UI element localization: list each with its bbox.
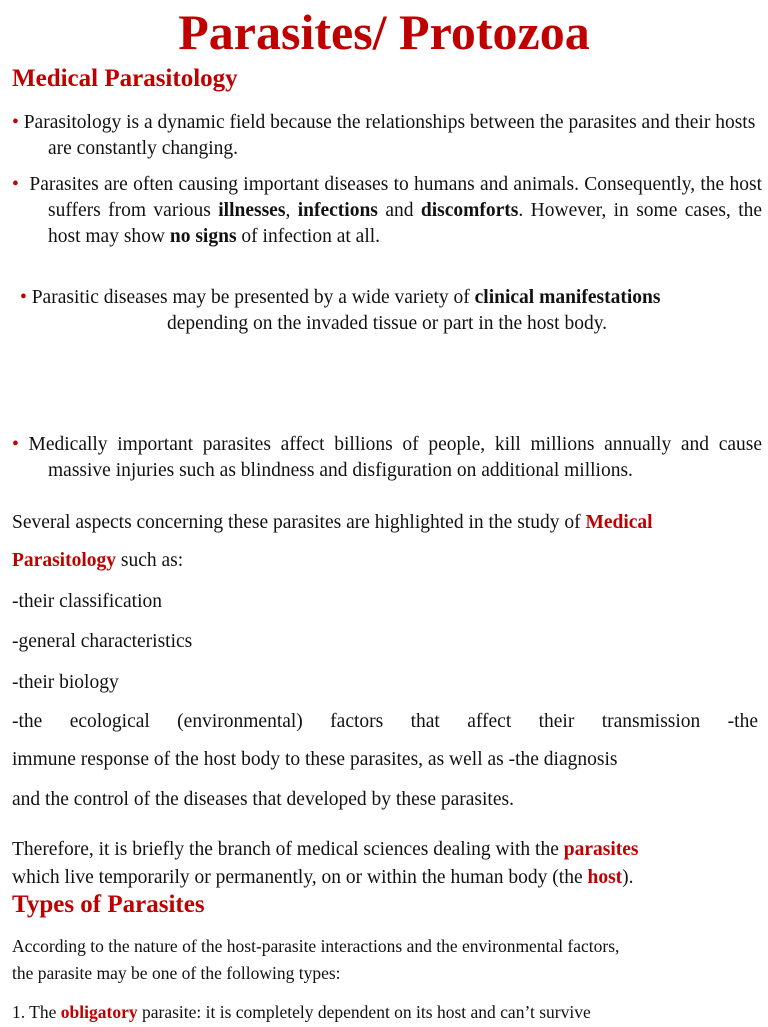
bullet-text: depending on the invaded tissue or part in the host body. (166, 313, 608, 334)
keyword-no-signs: no signs (169, 226, 237, 247)
body-text: which live temporarily or permanently, on or within the human body (the (12, 867, 588, 888)
bullet-text: Parasites are often causing important diseases to humans and animals. Consequently, the host suffers from various (29, 174, 762, 221)
body-text: Several aspects concerning these parasites are highlighted in the study of (12, 512, 586, 533)
types-intro-line: the parasite may be one of the following types: (12, 963, 341, 983)
aspect-item: and the control of the diseases that developed by these parasites. (12, 789, 514, 810)
body-text: Therefore, it is briefly the branch of medical sciences dealing with the (12, 839, 564, 860)
bullet-item (12, 110, 762, 162)
body-text: ). (622, 867, 634, 888)
bullet-text: , (285, 200, 298, 221)
keyword-obligatory: obligatory (60, 1002, 138, 1022)
types-list-item (12, 997, 758, 1027)
bullet-item (12, 172, 762, 250)
types-intro-line: According to the nature of the host-parasite interactions and the environmental factors, (12, 936, 620, 956)
bullet-item (12, 285, 762, 337)
section-heading-medical-parasitology: Medical Parasitology (12, 65, 238, 92)
keyword-medical: Medical (585, 512, 653, 533)
bullet-dot: • (12, 434, 19, 455)
bullet-text: and (377, 200, 421, 221)
aspect-item: immune response of the host body to these parasites, as well as -the diagnosis (12, 749, 618, 770)
summary-line (12, 837, 758, 863)
section-heading-types-of-parasites: Types of Parasites (12, 891, 205, 918)
keyword-clinical-manifestations: clinical manifestations (474, 287, 661, 308)
keyword-infections: infections (297, 200, 378, 221)
bullet-dot: • (12, 174, 19, 195)
keyword-discomforts: discomforts (420, 200, 519, 221)
aspects-intro-continued (12, 548, 758, 574)
bullet-dot: • (12, 112, 19, 133)
bullet-text: Parasitic diseases may be presented by a wide variety of (31, 287, 475, 308)
aspect-item: -their classification (12, 591, 162, 612)
body-text: 1. The (12, 1002, 61, 1022)
bullet-text: . However, in some cases, the host may show (48, 200, 763, 247)
aspects-intro (12, 510, 758, 536)
aspect-item: -the ecological (environmental) factors that affect their transmission -the (12, 711, 758, 732)
keyword-illnesses: illnesses (218, 200, 286, 221)
bullet-text: of infection at all. (236, 226, 381, 247)
aspect-item: -general characteristics (12, 631, 193, 652)
keyword-parasitology: Parasitology (12, 550, 116, 571)
aspect-item: -their biology (12, 672, 119, 693)
summary-line (12, 865, 758, 891)
body-text: parasite: it is completely dependent on its host and can’t survive (137, 1002, 591, 1022)
bullet-text: Medically important parasites affect billions of people, kill millions annually and cause massive injuries such as blindness and disfiguration on additional millions. (28, 434, 763, 481)
bullet-dot: • (20, 287, 27, 308)
body-text: such as: (115, 550, 184, 571)
page-title: Parasites/ Protozoa (178, 4, 590, 60)
keyword-host: host (587, 867, 623, 888)
bullet-text: Parasitology is a dynamic field because the relationships between the parasites and their hosts are constantly changing. (23, 112, 756, 159)
keyword-parasites: parasites (563, 839, 639, 860)
bullet-item (12, 432, 762, 484)
